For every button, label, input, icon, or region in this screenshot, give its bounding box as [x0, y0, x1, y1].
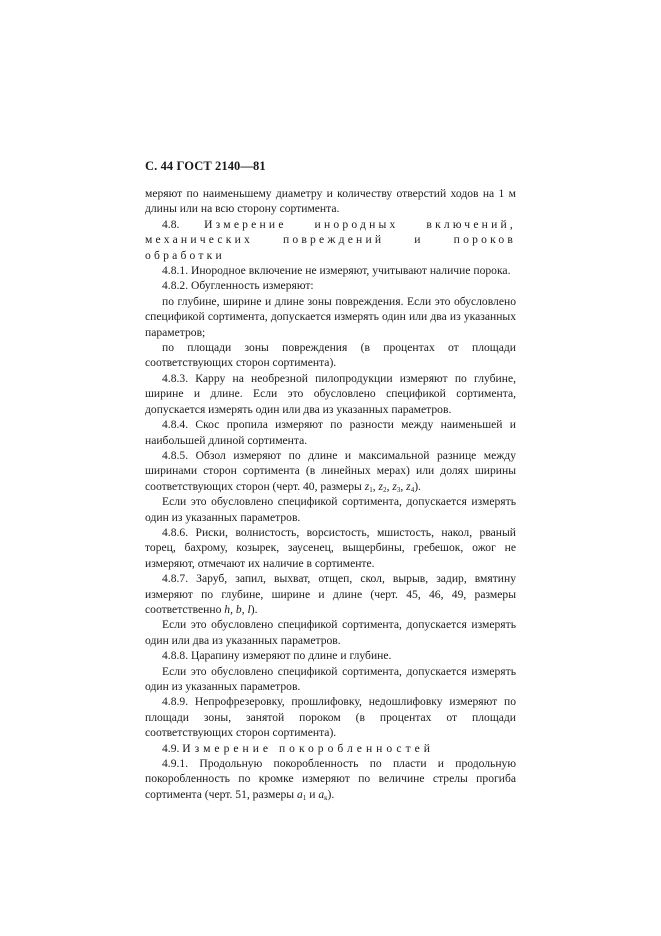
- section-title: Измерение покоробленностей: [182, 741, 434, 755]
- symbol-a: a: [297, 787, 303, 801]
- section-number: 4.9.: [162, 741, 180, 755]
- document-body: [145, 186, 516, 802]
- paragraph-text: 4.8.5. Обзол измеряют по длине и максимальной разнице между ширинами сторон сортимента (в линейных мерах) или долях ширины соответствующих сторон (черт. 40, размеры: [145, 448, 516, 493]
- page-header: С. 44 ГОСТ 2140—81: [145, 159, 266, 173]
- paragraph-4-8-2-a: по глубине, ширине и длине зоны повреждения. Если это обусловлено спецификой сортимента, допускается измерять один или два из указанных параметров;: [145, 294, 516, 339]
- paragraph-4-8-1: 4.8.1. Инородное включение не измеряют, учитывают наличие порока.: [162, 264, 511, 278]
- symbol-l: l: [247, 602, 251, 616]
- paragraph-4-8-5-b: Если это обусловлено спецификой сортимента, допускается измерять один из указанных параметров.: [145, 495, 516, 524]
- paragraph-end: ).: [250, 602, 258, 616]
- conjunction: и: [306, 787, 319, 801]
- subscript: 3: [396, 485, 401, 494]
- section-number: 4.8.: [162, 217, 180, 231]
- paragraph-4-8-8-b: Если это обусловлено спецификой сортимента, допускается измерять один из указанных параметров.: [145, 664, 516, 693]
- symbol-z: z: [392, 479, 397, 493]
- paragraph-4-8-8: 4.8.8. Царапину измеряют по длине и глубине.: [162, 649, 392, 663]
- paragraph-continued: меряют по наименьшему диаметру и количеству отверстий ходов на 1 м длины или на всю сторону сортимента.: [145, 187, 516, 216]
- symbol-z: z: [378, 479, 384, 493]
- symbol-a: a: [318, 787, 325, 801]
- subscript: 2: [383, 485, 387, 494]
- subscript: 1: [302, 793, 307, 802]
- paragraph-4-8-9: 4.8.9. Непрофрезеровку, прошлифовку, недошлифовку измеряют по площади зоны, занятой пороком (в процентах от площади соответствующих сторон сортимента).: [145, 695, 516, 740]
- symbol-z: z: [406, 479, 411, 493]
- paragraph-4-8-7: 4.8.7. Заруб, запил, выхват, отщеп, скол, вырыв, задир, вмятину измеряют по глубине, ширине и длине (черт. 45, 46, 49, размеры соответственно h, b, l).: [145, 572, 516, 616]
- paragraph-4-8-3: 4.8.3. Карру на необрезной пилопродукции измеряют по глубине, ширине и длине. Если это обусловлено спецификой сортимента, допускается измерять один или два из указанных параметров.: [145, 371, 516, 416]
- paragraph-4-8-6: 4.8.6. Риски, волнистость, ворсистость, мшистость, накол, рваный торец, бахрому, козырек, заусенец, выщербины, гребешок, ожог не измеряют, отмечают их наличие в сортименте.: [145, 525, 516, 570]
- paragraph-4-8-4: 4.8.4. Скос пропила измеряют по разности между наименьшей и наибольшей длиной сортимента.: [145, 418, 516, 447]
- paragraph-4-8-5: 4.8.5. Обзол измеряют по длине и максимальной разнице между ширинами сторон сортимента (в линейных мерах) или долях ширины соответствующих сторон (черт. 40, размеры $z_1$, $z_2$, $z_3$, $z_4$).: [145, 448, 516, 494]
- subscript: к: [324, 793, 328, 802]
- paragraph-end: ).: [414, 479, 421, 493]
- symbol-b: b: [235, 602, 242, 616]
- paragraph-4-9-1: [145, 756, 516, 802]
- symbol-h: h: [224, 602, 231, 616]
- section-heading-4-9: [145, 741, 516, 756]
- paragraph-text: 4.8.7. Заруб, запил, выхват, отщеп, скол, вырыв, задир, вмятину измеряют по глубине, ширине и длине (черт. 45, 46, 49, размеры соответственно: [145, 572, 516, 616]
- paragraph-4-8-2-b: по площади зоны повреждения (в процентах от площади соответствующих сторон сортимента).: [145, 341, 516, 370]
- subscript: 1: [369, 485, 373, 494]
- section-title: Измерение инородных включений, механических повреждений и пороков обработки: [145, 217, 516, 262]
- paragraph-4-8-7-b: Если это обусловлено спецификой сортимента, допускается измерять один или два из указанных параметров.: [145, 618, 516, 647]
- paragraph-end: ).: [327, 787, 335, 801]
- subscript: 4: [410, 485, 415, 494]
- symbol-z: z: [364, 479, 370, 493]
- section-heading-4-8: [145, 217, 516, 263]
- paragraph-text: 4.9.1. Продольную покоробленность по пласти и продольную покоробленность по кромке измеряют по величине стрелы прогиба сортимента (черт. 51, размеры: [145, 757, 516, 801]
- paragraph-4-8-2: 4.8.2. Обугленность измеряют:: [162, 279, 314, 293]
